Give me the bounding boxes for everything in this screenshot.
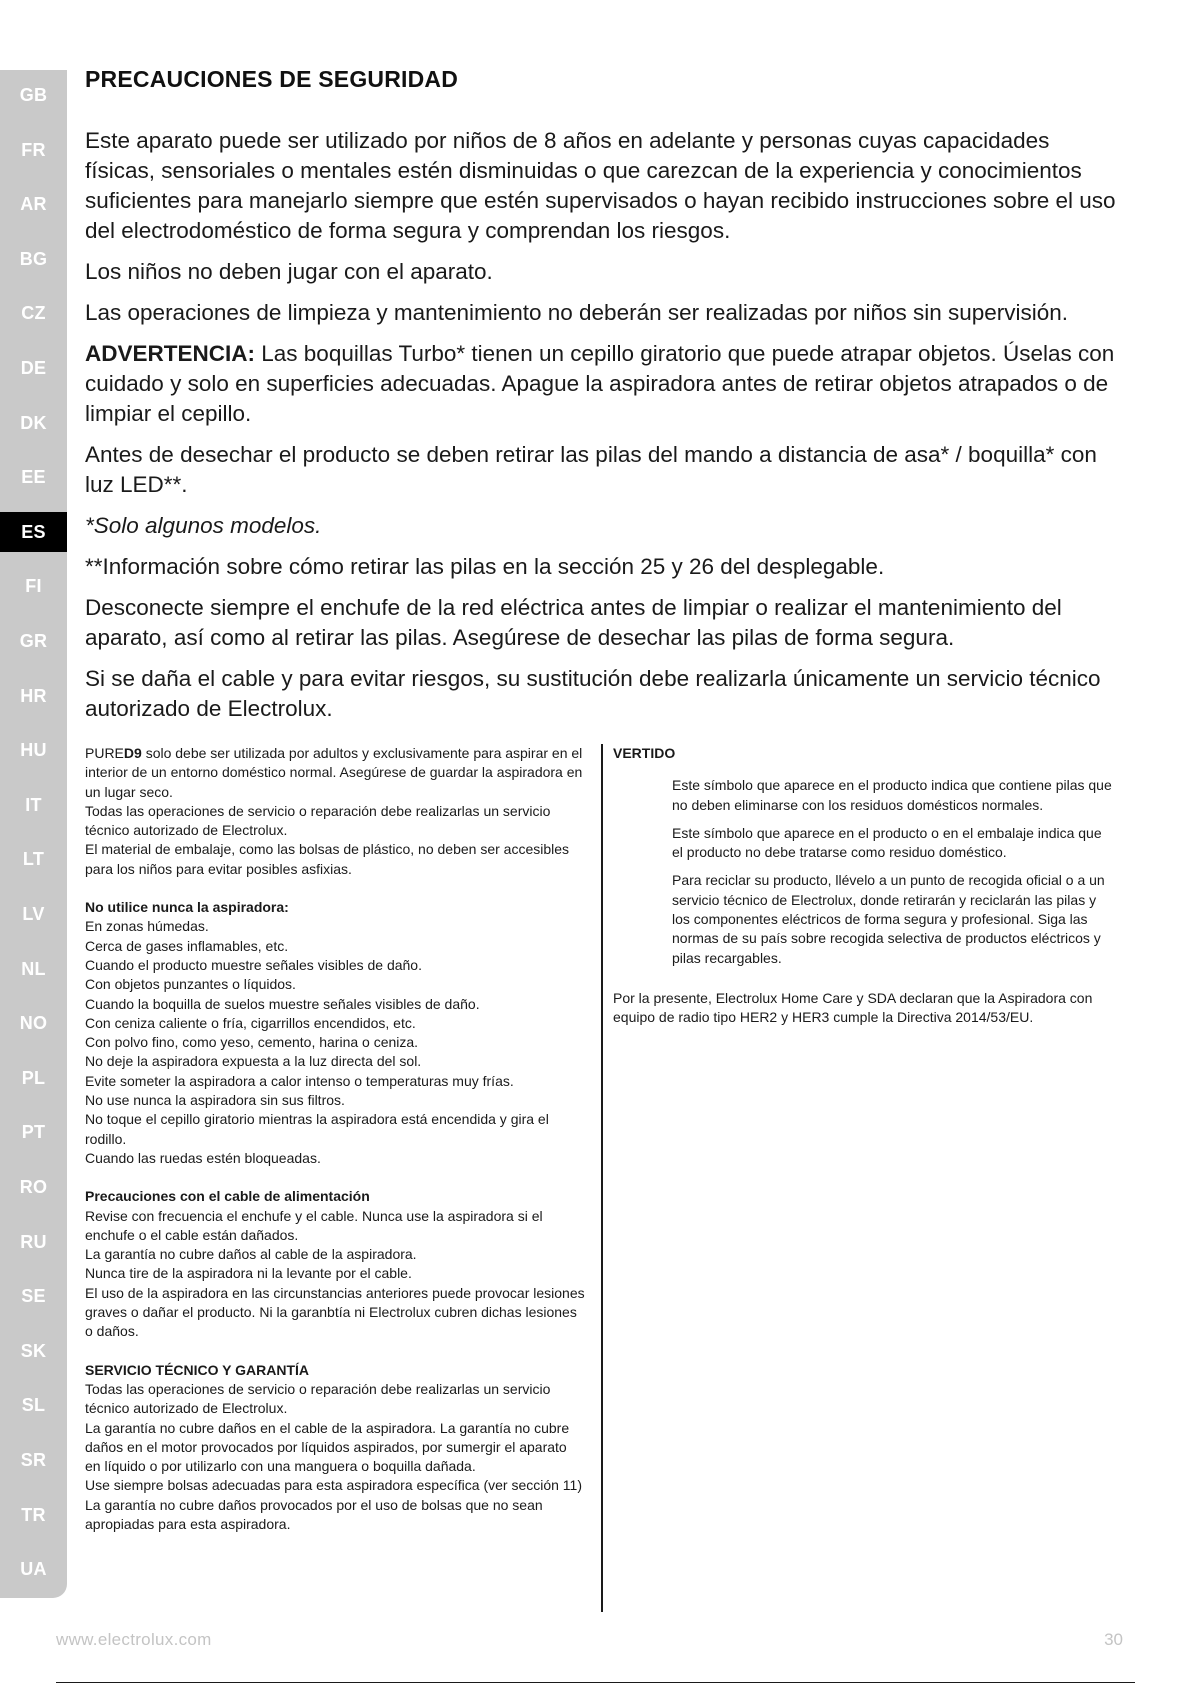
- lang-tab-tr[interactable]: TR: [21, 1504, 46, 1525]
- lang-tab-it[interactable]: IT: [25, 794, 42, 815]
- never-use-item: Con objetos punzantes o líquidos.: [85, 976, 296, 993]
- lang-tab-ee[interactable]: EE: [21, 467, 46, 488]
- lang-tab-se[interactable]: SE: [21, 1286, 46, 1307]
- never-use-item: Cuando las ruedas estén bloqueadas.: [85, 1149, 321, 1166]
- lang-tab-pt[interactable]: PT: [21, 1122, 46, 1143]
- never-use-item: No deje la aspiradora expuesta a la luz directa del sol.: [85, 1053, 422, 1070]
- intro-paragraph-play: Los niños no deben jugar con el aparato.: [85, 259, 493, 284]
- lang-tab-sl[interactable]: SL: [21, 1395, 46, 1416]
- intro-paragraph-children: Este aparato puede ser utilizado por niños de 8 años en adelante y personas cuyas capacidades físicas, sensoriales o mentales estén disminuidas o que carezcan de la experiencia y conocimientos suficientes para manejarlo siempre que estén supervisados o hayan recibido instrucciones sobre el uso del electrodoméstico de forma segura y comprendan los riesgos.: [85, 128, 1116, 243]
- lang-tab-ru[interactable]: RU: [20, 1231, 47, 1252]
- right-column: [613, 744, 1113, 1028]
- warning-paragraph: [85, 339, 1120, 429]
- lang-tab-nl[interactable]: NL: [21, 958, 46, 979]
- warranty-item: Use siempre bolsas adecuadas para esta aspiradora específica (ver sección 11) La garantía no cubre daños provocados por el uso de bolsas que no sean apropiadas para esta aspiradora.: [85, 1477, 582, 1532]
- never-use-item: En zonas húmedas.: [85, 918, 209, 935]
- cable-item: El uso de la aspiradora en las circunstancias anteriores puede provocar lesiones graves o dañar el producto. Ni la garanbtía ni Electrolux cubren dichas lesiones o daños.: [85, 1284, 585, 1340]
- disposal-heading: VERTIDO: [613, 745, 676, 761]
- column-divider: [601, 744, 603, 1612]
- page-number: 30: [1104, 1630, 1123, 1649]
- lang-tab-no[interactable]: NO: [19, 1013, 48, 1034]
- warranty-item: La garantía no cubre daños en el cable de la aspiradora. La garantía no cubre daños en el motor provocados por líquidos aspirados, por sumergir el aparato en líquido o por utilizarlo con una manguera o boquilla dañada.: [85, 1419, 570, 1475]
- lang-tab-de[interactable]: DE: [20, 358, 47, 378]
- never-use-item: Con polvo fino, como yeso, cemento, harina o ceniza.: [85, 1034, 419, 1051]
- lang-tab-hu[interactable]: HU: [20, 740, 47, 761]
- never-use-item: No toque el cepillo giratorio mientras la aspiradora está encendida y gira el rodillo.: [85, 1111, 549, 1147]
- footer-website[interactable]: www.electrolux.com: [56, 1630, 212, 1649]
- intro-section: [85, 126, 1120, 735]
- disposal-paragraph: Este símbolo que aparece en el producto indica que contiene pilas que no deben eliminarse con los residuos domésticos normales.: [672, 777, 1112, 813]
- usage-paragraph: [85, 744, 585, 802]
- never-use-item: Cuando el producto muestre señales visibles de daño.: [85, 956, 422, 973]
- never-use-item: Evite someter la aspiradora a calor intenso o temperaturas muy frías.: [85, 1072, 514, 1089]
- lang-tab-fi[interactable]: FI: [25, 576, 42, 597]
- never-use-heading: No utilice nunca la aspiradora:: [85, 899, 289, 916]
- lang-tab-gb[interactable]: GB: [19, 85, 48, 105]
- lang-tab-dk[interactable]: DK: [20, 412, 47, 433]
- cable-item: Nunca tire de la aspiradora ni la levante por el cable.: [85, 1265, 412, 1282]
- disposal-paragraph: Este símbolo que aparece en el producto o en el embalaje indica que el producto no debe tratarse como residuo doméstico.: [672, 824, 1102, 861]
- intro-paragraph-cleaning: Las operaciones de limpieza y mantenimiento no deberán ser realizadas por niños sin supervisión.: [85, 300, 1069, 325]
- lang-tab-cz[interactable]: CZ: [21, 303, 46, 324]
- cable-list: [85, 1207, 585, 1342]
- lang-tab-hr[interactable]: HR: [20, 685, 47, 706]
- usage-text: solo debe ser utilizada por adultos y exclusivamente para aspirar en el interior de un entorno doméstico normal. Asegúrese de guardar la aspiradora en un lugar seco.: [85, 745, 583, 800]
- warranty-list: [85, 1380, 585, 1534]
- never-use-list: [85, 917, 585, 1168]
- brand-suffix: D9: [123, 745, 142, 761]
- page-title: PRECAUCIONES DE SEGURIDAD: [85, 66, 459, 92]
- intro-paragraph-batteries: Antes de desechar el producto se deben retirar las pilas del mando a distancia de asa* / boquilla* con luz LED**.: [85, 442, 1097, 497]
- lang-tab-gr[interactable]: GR: [19, 631, 48, 651]
- cable-item: La garantía no cubre daños al cable de la aspiradora.: [85, 1246, 417, 1263]
- footer-rule: [56, 1682, 1135, 1683]
- intro-paragraph-cable: Si se daña el cable y para evitar riesgos, su sustitución debe realizarla únicamente un servicio técnico autorizado de Electrolux.: [85, 666, 1101, 721]
- never-use-item: Cuando la boquilla de suelos muestre señales visibles de daño.: [85, 995, 480, 1012]
- lang-tab-sk[interactable]: SK: [20, 1340, 47, 1361]
- cable-item: Revise con frecuencia el enchufe y el cable. Nunca use la aspiradora si el enchufe o el cable están dañados.: [85, 1207, 543, 1243]
- never-use-item: Cerca de gases inflamables, etc.: [85, 937, 289, 954]
- lang-tab-ua[interactable]: UA: [20, 1559, 47, 1580]
- lang-tab-lv[interactable]: LV: [22, 904, 45, 924]
- disposal-paragraph: Para reciclar su producto, llévelo a un punto de recogida oficial o a un servicio técnico de Electrolux, donde retirarán y reciclarán las pilas y los componentes eléctricos de forma segura y profesional. Siga las normas de su país sobre recogida selectiva de productos eléctricos y pilas recargables.: [672, 872, 1105, 966]
- lang-tab-lt[interactable]: LT: [22, 849, 45, 870]
- declaration-text: Por la presente, Electrolux Home Care y SDA declaran que la Aspiradora con equipo de radio tipo HER2 y HER3 cumple la Directiva 2014/53/EU.: [613, 989, 1093, 1026]
- models-note: *Solo algunos modelos.: [85, 513, 322, 538]
- warranty-heading: SERVICIO TÉCNICO Y GARANTÍA: [85, 1361, 310, 1378]
- intro-paragraph-unplug: Desconecte siempre el enchufe de la red eléctrica antes de limpiar o realizar el mantenimiento del aparato, así como al retirar las pilas. Asegúrese de desechar las pilas de forma segura.: [85, 595, 1062, 650]
- lang-tab-pl[interactable]: PL: [21, 1067, 46, 1088]
- battery-info-note: **Información sobre cómo retirar las pilas en la sección 25 y 26 del desplegable.: [85, 554, 885, 579]
- warning-text: Las boquillas Turbo* tienen un cepillo giratorio que puede atrapar objetos. Úselas con cuidado y solo en superficies adecuadas. Apague la aspiradora antes de retirar objetos atrapados o de limpiar el cepillo.: [85, 341, 1115, 426]
- warranty-item: Todas las operaciones de servicio o reparación debe realizarlas un servicio técnico autorizado de Electrolux.: [85, 1380, 551, 1417]
- lang-tab-bg[interactable]: BG: [19, 248, 48, 269]
- lang-tab-ro[interactable]: RO: [19, 1177, 48, 1197]
- brand-prefix: PURE: [85, 745, 124, 761]
- left-column: [85, 744, 585, 1534]
- lang-tab-fr[interactable]: FR: [21, 139, 46, 160]
- disposal-list: [613, 776, 1113, 968]
- lang-tab-ar[interactable]: AR: [20, 194, 47, 215]
- cable-heading: Precauciones con el cable de alimentación: [85, 1188, 370, 1205]
- warning-label: ADVERTENCIA:: [85, 341, 256, 366]
- lang-tab-es[interactable]: ES: [0, 512, 67, 552]
- never-use-item: No use nunca la aspiradora sin sus filtros.: [85, 1092, 345, 1109]
- lang-tab-sr[interactable]: SR: [20, 1450, 47, 1470]
- never-use-item: Con ceniza caliente o fría, cigarrillos encendidos, etc.: [85, 1014, 416, 1031]
- service-line: Todas las operaciones de servicio o reparación debe realizarlas un servicio técnico autorizado de Electrolux.: [85, 802, 551, 839]
- packaging-line: El material de embalaje, como las bolsas de plástico, no deben ser accesibles para los niños para evitar posibles asfixias.: [85, 841, 570, 877]
